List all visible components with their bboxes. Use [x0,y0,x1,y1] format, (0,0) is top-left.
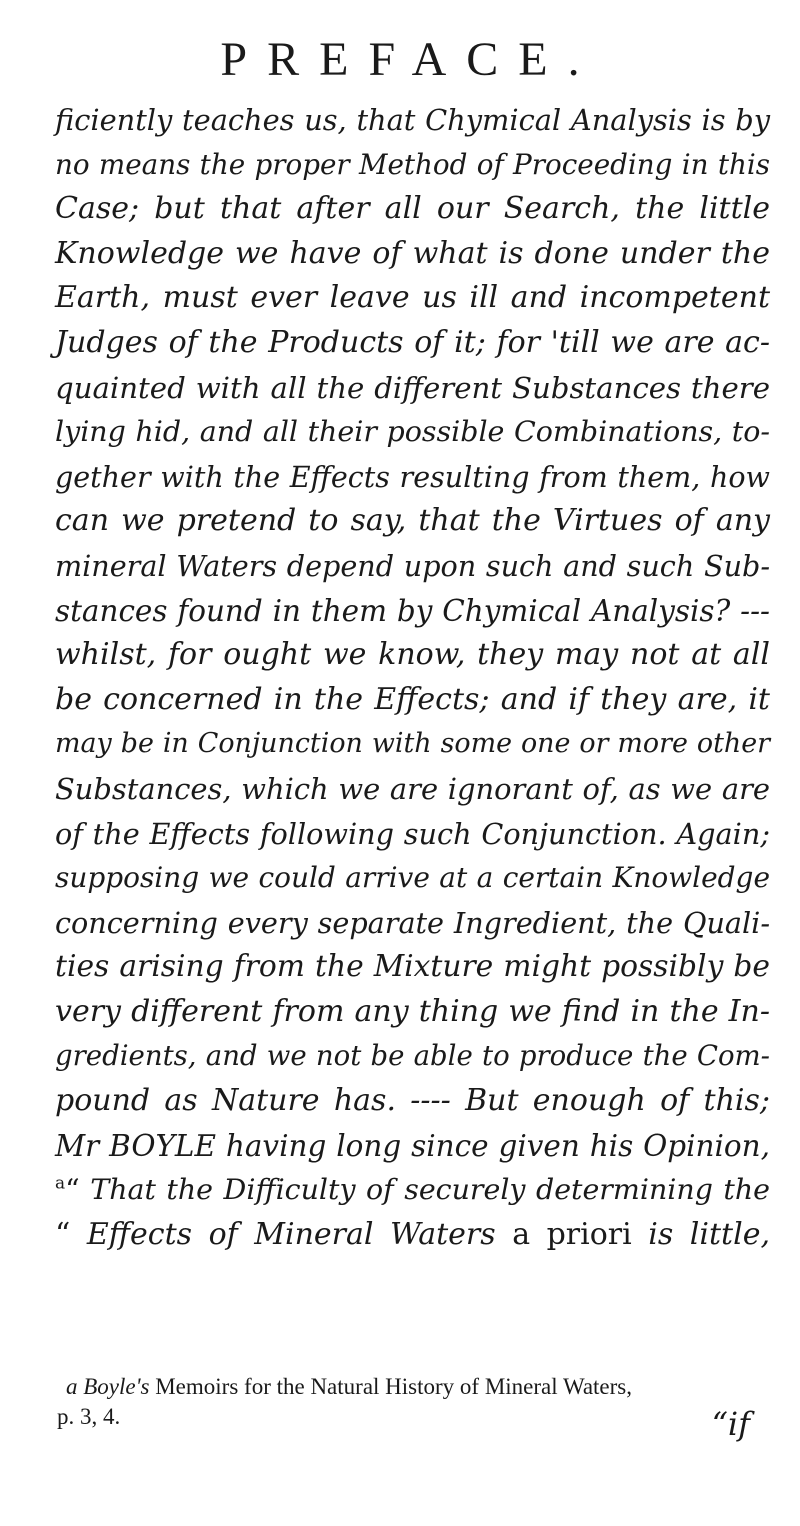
text-line: stances found in them by Chymical Analysis? --- [55,593,770,628]
text-line: quainted with all the different Substances there [55,370,770,405]
text-line: gredients, and we not be able to produce the Com- [55,1040,770,1073]
quote-line [55,1213,770,1258]
footnote-text: Memoirs for the Natural History of Mineral Waters, [155,1374,633,1399]
footnote [57,1372,770,1432]
text-line: concerning every separate Ingredient, the Quali- [55,905,770,940]
text-line: gether with the Effects resulting from them, how [55,459,770,494]
quote-mark: “ [55,1216,71,1252]
footnote-marker: a [66,1374,78,1399]
text-line: may be in Conjunction with some one or more other [55,728,770,760]
quote-text: is little, [648,1216,770,1252]
main-text [55,98,770,1257]
footnote-reference: a [55,1173,66,1194]
quote-line [55,1168,770,1213]
text-line: Judges of the Products of it; for 'till we are ac- [55,324,770,360]
footnote-author: Boyle's [83,1374,150,1399]
text-line: whilst, for ought we know, they may not at all [55,637,770,673]
text-line: no means the proper Method of Proceeding in this [55,147,770,181]
text-line: lying hid, and all their possible Combinations, to- [55,415,770,449]
text-line: can we pretend to say, that the Virtues of any [55,503,770,539]
text-line: pound as Nature has. ---- But enough of this; [55,1083,770,1119]
text-line: supposing we could arrive at a certain Knowledge [55,861,770,895]
footnote-page-ref: p. 3, 4. [57,1404,121,1429]
running-head: PREFACE. [220,33,600,86]
quote-text: That the Difficulty of securely determining the [90,1173,771,1207]
text-line: Mr BOYLE having long since given his Opinion, [55,1128,770,1163]
text-line: mineral Waters depend upon such and such Sub- [55,548,770,583]
text-line: Case; but that after all our Search, the little [55,191,770,227]
text-line: of the Effects following such Conjunction. Again; [55,816,770,851]
footnote-line [66,1372,770,1402]
catchword: “if [711,1405,750,1443]
text-line: Knowledge we have of what is done under the [55,235,770,271]
text-line: ties arising from the Mixture might possibly be [55,949,770,985]
text-line: Substances, which we are ignorant of, as we are [55,771,770,806]
quote-mark: “ [65,1173,80,1207]
text-line: Earth, must ever leave us ill and incompetent [55,280,770,316]
latin-phrase: a priori [512,1216,632,1252]
text-line: very different from any thing we find in the In- [55,993,770,1029]
text-line: ficiently teaches us, that Chymical Analysis is by [55,103,770,137]
text-line: be concerned in the Effects; and if they are, it [55,681,770,717]
quote-text: Effects of Mineral Waters [86,1216,496,1252]
